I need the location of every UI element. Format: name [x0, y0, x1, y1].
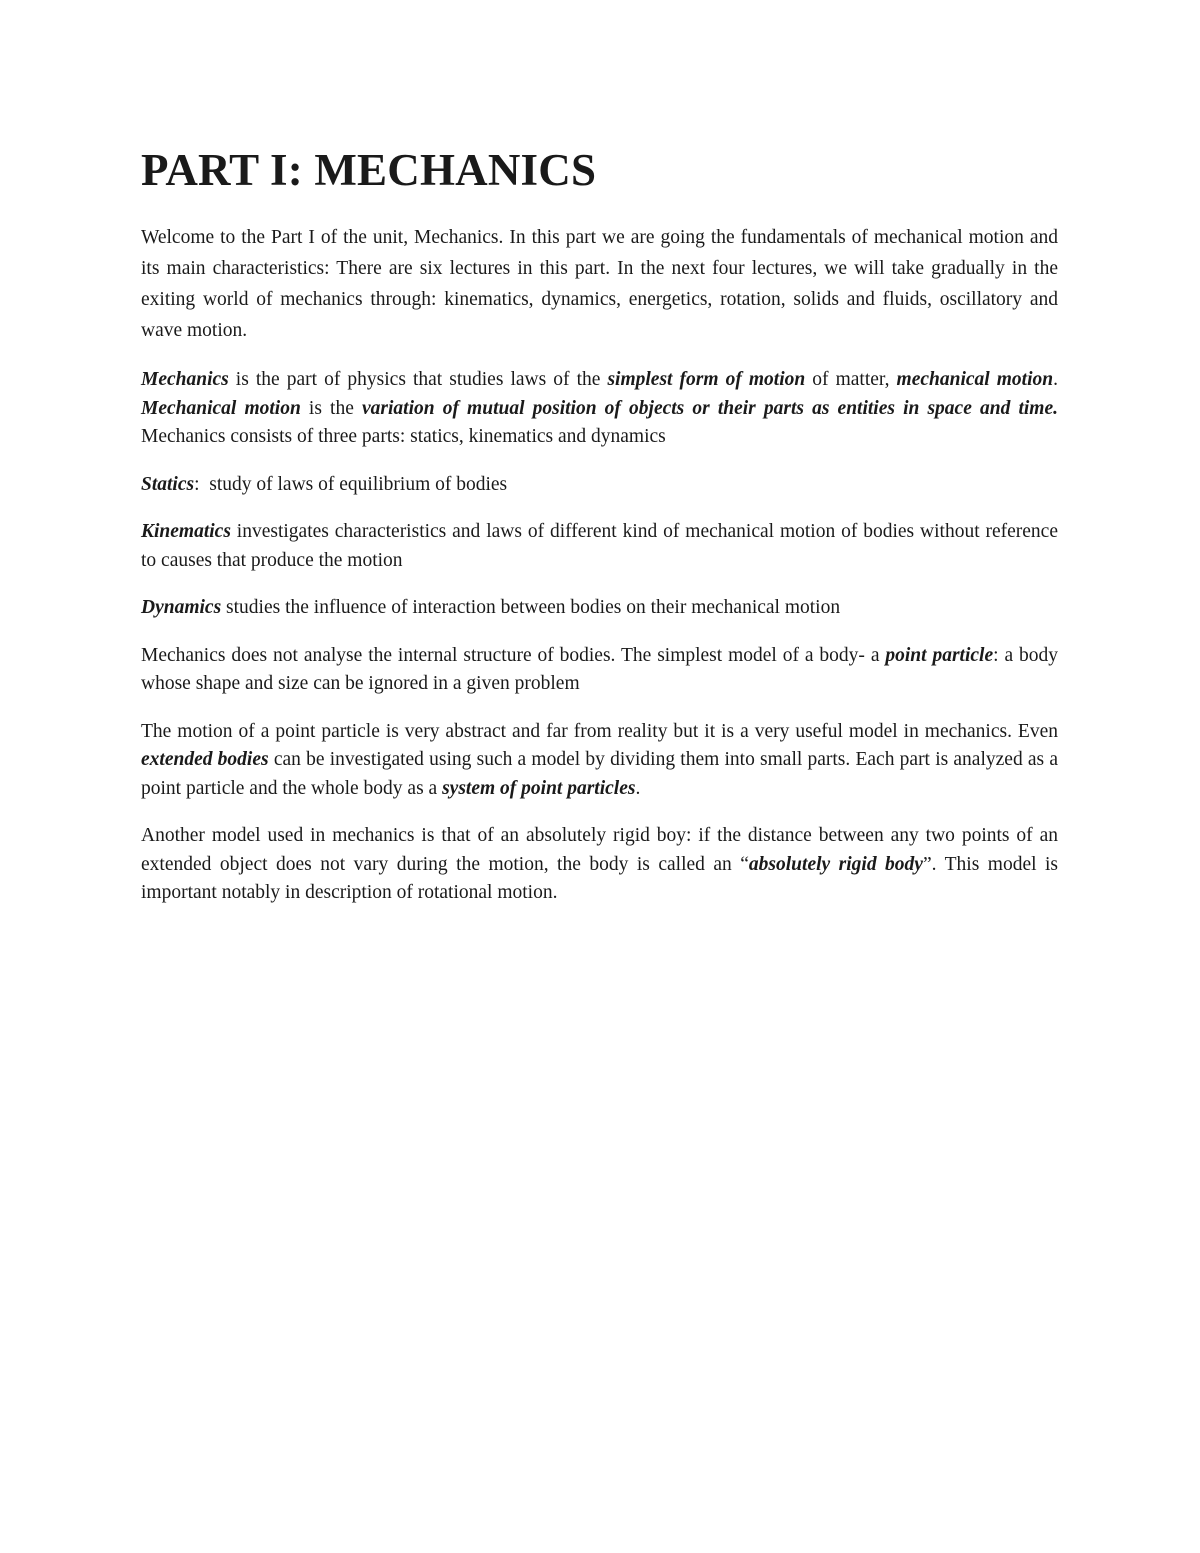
intro-paragraph: Welcome to the Part I of the unit, Mechanics. In this part we are going the fundamentals of mechanical motion and its main characteristics: There are six lectures in this part. In the next four lectures, we will take gradually in the exiting world of mechanics through: kinematics, dynamics, energetics, rotation, solids and fluids, oscillatory and wave motion. [141, 227, 1058, 341]
term-dynamics: Dynamics [141, 597, 222, 618]
page-title: PART I: MECHANICS [141, 145, 597, 195]
mechanics-text-2: of matter, [805, 369, 897, 390]
term-mechanical-motion: Mechanical motion [141, 397, 301, 419]
rigid-body-text-2: ”. This model is important notably in description of rotational motion. [141, 853, 1059, 903]
statics-paragraph [141, 471, 1058, 500]
mechanics-text-3: . [1053, 369, 1058, 390]
term-mechanics: Mechanics [141, 369, 229, 390]
term-extended-bodies: extended bodies [141, 749, 269, 770]
term-statics: Statics [141, 473, 195, 495]
point-motion-text-1: The motion of a point particle is very abstract and far from reality but it is a very useful model in mechanics. Even [141, 720, 1058, 742]
emphasis-mechanical-motion: mechanical motion [896, 369, 1054, 390]
term-point-particle: point particle [885, 644, 994, 666]
point-model-text-2: : a body whose shape and size can be ignored in a given problem [141, 644, 1058, 694]
dynamics-paragraph [141, 594, 1058, 623]
point-motion-text-3: . [635, 777, 641, 799]
mechanics-text-5: Mechanics consists of three parts: statics, kinematics and dynamics [141, 426, 666, 447]
dynamics-text: studies the influence of interaction between bodies on their mechanical motion [221, 597, 841, 618]
mechanics-definition-paragraph [141, 366, 1058, 452]
point-motion-paragraph [141, 718, 1058, 804]
term-kinematics: Kinematics [141, 521, 231, 542]
term-system-of-point-particles: system of point particles [442, 777, 636, 799]
emphasis-variation: variation of mutual position of objects or their parts as entities in space and time. [361, 397, 1058, 419]
rigid-body-text-1: Another model used in mechanics is that of an absolutely rigid boy: if the distance between any two points of an extended object does not vary during the motion, the body is called an “ [141, 825, 1058, 875]
term-absolutely-rigid-body: absolutely rigid body [748, 853, 923, 875]
point-model-text-1: Mechanics does not analyse the internal structure of bodies. The simplest model of a body- a [141, 644, 886, 666]
mechanics-text-4: is the [300, 397, 362, 419]
point-model-paragraph [141, 642, 1058, 699]
kinematics-paragraph [141, 518, 1058, 575]
point-motion-text-2: can be investigated using such a model by dividing them into small parts. Each part is analyzed as a point particle and the whole body as a [141, 749, 1059, 799]
kinematics-text: investigates characteristics and laws of different kind of mechanical motion of bodies without reference to causes that produce the motion [141, 521, 1058, 571]
mechanics-text-1: is the part of physics that studies laws of the [228, 369, 608, 390]
document-page [141, 140, 1058, 927]
statics-text: : study of laws of equilibrium of bodies [194, 473, 508, 495]
emphasis-simplest-form: simplest form of motion [607, 369, 806, 390]
rigid-body-paragraph [141, 822, 1058, 908]
